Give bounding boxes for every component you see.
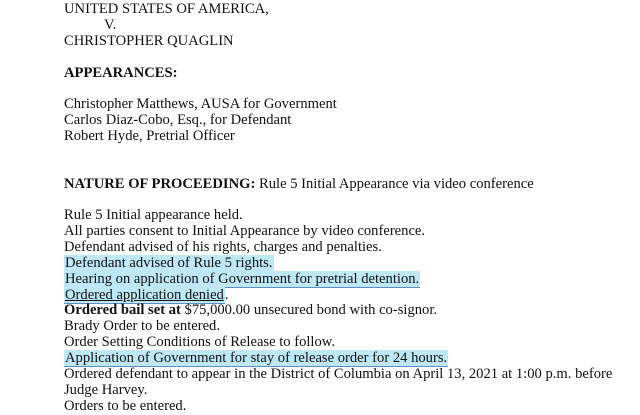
minute-entry: Rule 5 Initial appearance held. [64, 207, 243, 223]
nature-of-proceeding [64, 176, 534, 192]
period: . [224, 287, 229, 303]
highlight-span: Ordered application denied [65, 287, 224, 303]
appearance-defendant-counsel: Carlos Diaz-Cobo, Esq., for Defendant [64, 112, 292, 128]
highlight-span: Application of Government for stay of release order for 24 hours. [65, 350, 448, 366]
caption-versus: V. [104, 17, 117, 33]
caption-defendant: CHRISTOPHER QUAGLIN [64, 33, 234, 49]
minute-entry-highlighted [64, 350, 448, 366]
minute-entry: Defendant advised of his rights, charges and penalties. [64, 239, 382, 255]
appearance-government: Christopher Matthews, AUSA for Government [64, 96, 337, 112]
minute-entry: Ordered defendant to appear in the District of Columbia on April 13, 2021 at 1:00 p.m. before [64, 366, 613, 382]
nature-text: Rule 5 Initial Appearance via video conference [255, 176, 534, 192]
bail-amount: $75,000.00 unsecured bond with co-signor. [180, 302, 438, 318]
appearances-heading: APPEARANCES: [64, 65, 178, 81]
highlight-span: Defendant advised of Rule 5 rights. [65, 255, 273, 271]
highlight-span: Hearing on application of Government for pretrial detention. [65, 271, 420, 287]
minute-entry: All parties consent to Initial Appearance by video conference. [64, 223, 426, 239]
minute-entry: Order Setting Conditions of Release to follow. [64, 334, 336, 350]
minute-entry: Orders to be entered. [64, 398, 187, 414]
appearance-pretrial-officer: Robert Hyde, Pretrial Officer [64, 128, 235, 144]
caption-plaintiff: UNITED STATES OF AMERICA, [64, 1, 269, 17]
bail-label: Ordered bail set at [64, 302, 181, 318]
minute-entry: Judge Harvey. [64, 382, 148, 398]
minute-entry [64, 302, 437, 318]
minute-entry: Brady Order to be entered. [64, 318, 221, 334]
minute-entry-highlighted [64, 255, 274, 271]
nature-label: NATURE OF PROCEEDING: [64, 176, 256, 192]
minute-entry-highlighted [64, 271, 420, 287]
minute-entry-highlighted [64, 287, 229, 303]
